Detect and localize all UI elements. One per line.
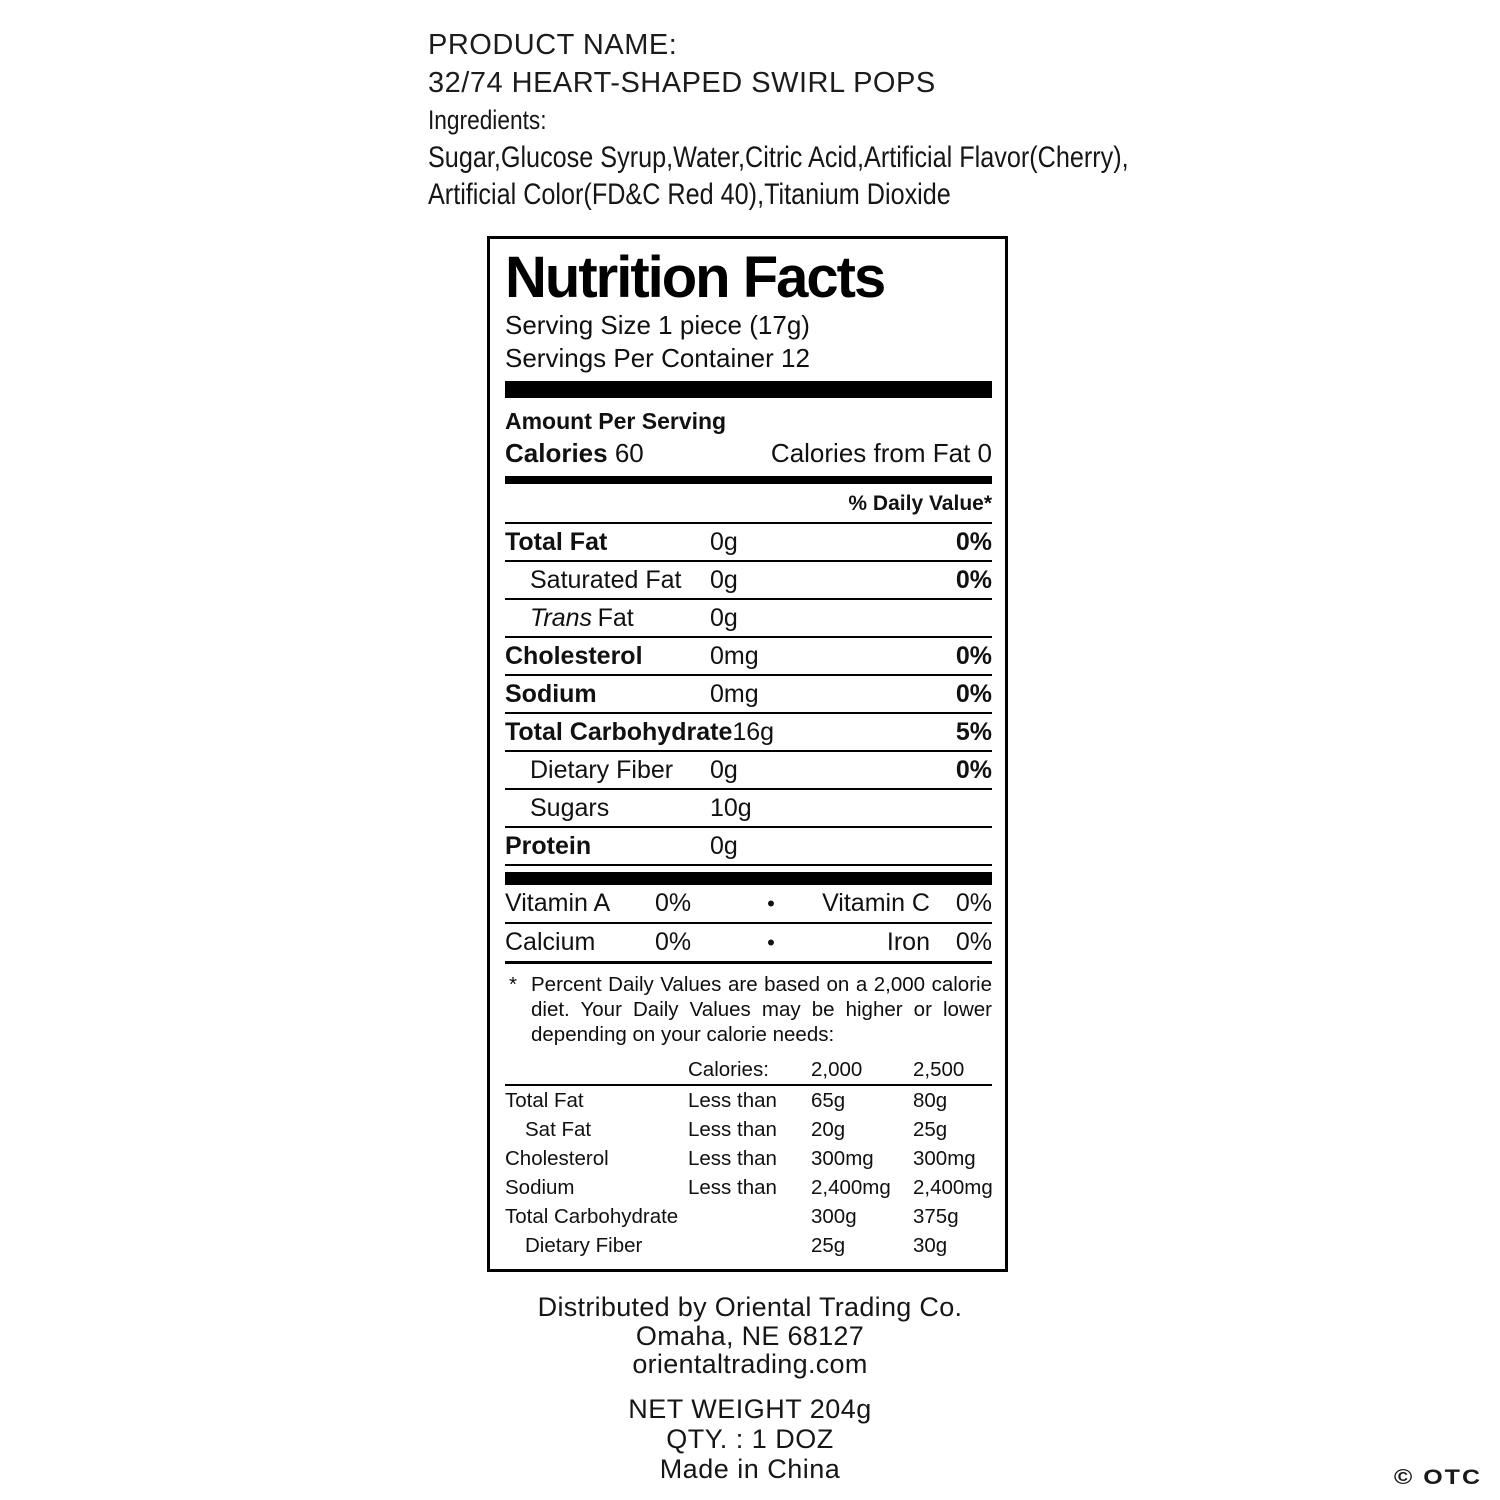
nutrient-row-trans-fat: Trans Fat 0g bbox=[505, 600, 992, 638]
bullet-separator: • bbox=[767, 891, 775, 916]
nutrient-row-dietary-fiber: Dietary Fiber 0g 0% bbox=[505, 752, 992, 790]
vitamin-row-1: Vitamin A 0% • Vitamin C 0% bbox=[505, 885, 992, 924]
nutrient-row-sodium: Sodium 0mg 0% bbox=[505, 676, 992, 714]
product-name: 32/74 HEART-SHAPED SWIRL POPS bbox=[428, 67, 936, 99]
servings-per-container: Servings Per Container 12 bbox=[505, 343, 810, 373]
distributor-footer bbox=[0, 1293, 1500, 1484]
daily-values-table-header: Calories: 2,000 2,500 bbox=[505, 1055, 992, 1086]
otc-watermark: © OTC bbox=[1393, 1465, 1482, 1489]
nutrient-row-sugars: Sugars 10g bbox=[505, 790, 992, 828]
dv-table-row-dietary-fiber: Dietary Fiber 25g 30g bbox=[525, 1234, 948, 1257]
dv-table-row-cholesterol: Cholesterol Less than 300mg 300mg bbox=[505, 1147, 976, 1170]
daily-value-header: % Daily Value* bbox=[505, 489, 992, 524]
quantity: QTY. : 1 DOZ bbox=[666, 1423, 834, 1454]
ingredients-label: Ingredients: bbox=[428, 105, 547, 135]
divider-bar-medium bbox=[505, 476, 992, 484]
divider-bar-thick-2 bbox=[505, 872, 992, 885]
country-of-origin: Made in China bbox=[659, 1453, 841, 1484]
divider-bar-thick bbox=[505, 381, 992, 398]
nutrient-row-total-carbohydrate: Total Carbohydrate 16g 5% bbox=[505, 714, 992, 752]
product-name-label: PRODUCT NAME: bbox=[428, 29, 678, 61]
ingredients-line-1: Sugar,Glucose Syrup,Water,Citric Acid,Artificial Flavor(Cherry), bbox=[428, 141, 1129, 174]
nutrition-facts-panel bbox=[487, 236, 1008, 1272]
daily-value-footnote: * Percent Daily Values are based on a 2,000 calorie diet. Your Daily Values may be higher or lower depending on your calorie needs: bbox=[509, 973, 992, 1046]
nutrient-row-saturated-fat: Saturated Fat 0g 0% bbox=[505, 562, 992, 600]
distributor-website: orientaltrading.com bbox=[632, 1349, 868, 1379]
dv-table-row-sodium: Sodium Less than 2,400mg 2,400mg bbox=[505, 1176, 993, 1199]
net-weight: NET WEIGHT 204g bbox=[628, 1393, 872, 1424]
distributor-name: Distributed by Oriental Trading Co. bbox=[537, 1292, 963, 1322]
nutrient-row-protein: Protein 0g bbox=[505, 828, 992, 866]
distributor-address: Omaha, NE 68127 bbox=[635, 1320, 865, 1351]
dv-table-row-total-carbohydrate: Total Carbohydrate 300g 375g bbox=[505, 1205, 959, 1228]
calories bbox=[505, 436, 644, 470]
footer-spacer bbox=[0, 1379, 1500, 1394]
serving-size: Serving Size 1 piece (17g) bbox=[505, 310, 810, 340]
vitamin-row-2: Calcium 0% • Iron 0% bbox=[505, 924, 992, 964]
footnote-asterisk: * bbox=[509, 973, 517, 996]
dv-table-row-sat-fat: Sat Fat Less than 20g 25g bbox=[525, 1118, 948, 1141]
calories-from-fat: Calories from Fat 0 bbox=[770, 438, 992, 468]
nutrition-facts-title: Nutrition Facts bbox=[505, 245, 885, 310]
calories-row bbox=[505, 436, 992, 470]
bullet-separator: • bbox=[767, 930, 775, 955]
product-header bbox=[428, 26, 1128, 213]
daily-values-table bbox=[505, 1055, 992, 1260]
amount-per-serving-label: Amount Per Serving bbox=[505, 408, 727, 434]
nutrient-row-total-fat: Total Fat 0g 0% bbox=[505, 524, 992, 562]
calories-label: Calories bbox=[505, 438, 608, 468]
nutrient-row-cholesterol: Cholesterol 0mg 0% bbox=[505, 638, 992, 676]
dv-table-row-total-fat: Total Fat Less than 65g 80g bbox=[505, 1089, 948, 1112]
calories-value: 60 bbox=[614, 438, 644, 468]
ingredients-line-2: Artificial Color(FD&C Red 40),Titanium Dioxide bbox=[428, 178, 951, 211]
